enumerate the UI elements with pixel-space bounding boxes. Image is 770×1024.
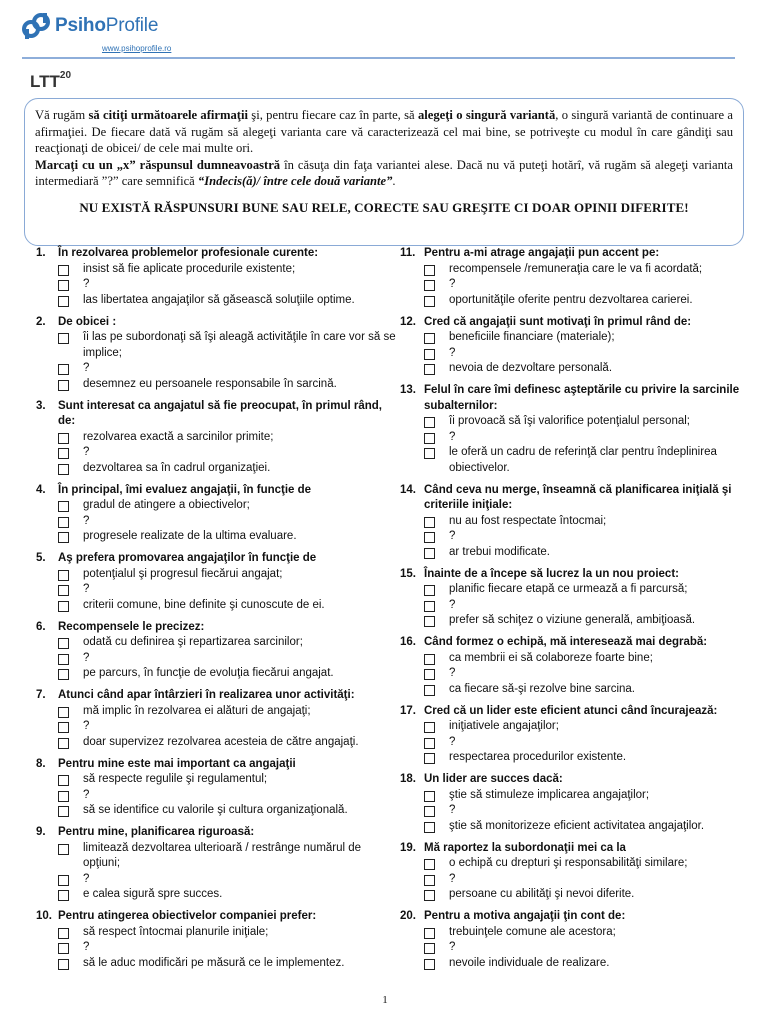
answer-option-label: ? [449,278,456,290]
answer-checkbox[interactable] [58,570,69,581]
test-code: LTT$^{20}$ [30,70,72,91]
answer-option [36,635,396,651]
answer-option [400,514,750,530]
answer-option-label: ? [83,583,90,595]
answer-option-label: desemnez eu persoanele responsabile în sarcină. [83,377,337,390]
question-heading [400,567,750,583]
question-text: Pentru mine este mai important ca angajaţii [58,757,296,770]
answer-option-label: ? [83,788,90,801]
question-heading [400,246,750,262]
answer-checkbox[interactable] [424,753,435,764]
answer-checkbox[interactable] [424,433,435,444]
answer-checkbox[interactable] [424,669,435,680]
question-heading [400,483,750,514]
question-number: 17. [400,704,416,717]
answer-option [36,887,396,903]
question-number: 13. [400,384,416,396]
page-header [22,12,742,60]
answer-checkbox[interactable] [424,875,435,886]
answer-option [36,940,396,956]
answer-option-label: planific fiecare etapă ce urmează a fi parcursă; [449,583,688,595]
answer-option [36,651,396,667]
answer-option [36,293,396,309]
question-number: 18. [400,773,416,785]
question-item [400,315,750,377]
question-text: Cred că angajaţii sunt motivaţi în primul rând de: [424,315,692,328]
answer-option [400,529,750,545]
answer-option-label: ? [449,346,456,359]
answer-option-label: trebuinţele comune ale acestora; [449,925,616,938]
question-number: 20. [400,910,416,922]
question-heading [400,704,750,720]
answer-checkbox[interactable] [424,890,435,901]
answer-option-label: ca membrii ei să colaboreze foarte bine; [449,651,653,664]
answer-option [400,598,750,614]
question-text: Recompensele le precizez: [58,620,205,633]
question-number: 3. [36,399,46,412]
answer-checkbox[interactable] [424,364,435,375]
answer-option-label: nevoia de dezvoltare personală. [449,362,613,374]
answer-option-label: ? [449,941,456,953]
answer-option [400,545,750,561]
question-number: 4. [36,483,46,496]
answer-checkbox[interactable] [58,959,69,970]
answer-checkbox[interactable] [58,791,69,802]
answer-option [400,346,750,362]
question-number: 6. [36,620,46,633]
question-heading [36,909,396,925]
answer-option-label: criterii comune, bine definite şi cunoscute de ei. [83,598,325,611]
question-number: 12. [400,315,416,328]
answer-option [400,651,750,667]
question-number: 16. [400,636,416,648]
question-text: De obicei : [58,315,117,328]
answer-option [400,414,750,430]
answer-option [400,887,750,903]
question-heading [36,825,396,841]
question-item [36,246,396,308]
answer-checkbox[interactable] [58,464,69,475]
question-item [36,909,396,971]
answer-option-label: ? [449,804,456,816]
answer-option-label: ? [83,362,90,374]
question-heading [400,772,750,788]
question-heading [36,688,396,704]
question-item [36,551,396,613]
answer-checkbox[interactable] [58,501,69,512]
answer-option [36,514,396,530]
answer-checkbox[interactable] [424,616,435,627]
answer-checkbox[interactable] [424,928,435,939]
question-text: Mă raportez la subordonaţii mei ca la [424,841,626,854]
answer-checkbox[interactable] [58,722,69,733]
answer-option [36,330,396,361]
answer-option [400,262,750,278]
answer-option-label: ştie să monitorizeze eficient activitatea angajaţilor. [449,819,705,832]
answer-option-label: îi las pe subordonaţi să îşi aleagă activităţile în care vor să se implice; [83,331,396,359]
answer-option [400,735,750,751]
question-heading [36,620,396,636]
answer-option [400,666,750,682]
question-heading [36,399,396,430]
answer-option-label: să se identifice cu valorile şi cultura organizaţională. [83,804,348,816]
answer-option [400,582,750,598]
answer-checkbox[interactable] [58,638,69,649]
answer-option [36,529,396,545]
question-item [36,620,396,682]
answer-option [400,430,750,446]
question-number: 2. [36,315,46,328]
question-heading [36,483,396,499]
question-text: Atunci când apar întârzieri în realizarea unor activităţi: [58,689,355,701]
answer-checkbox[interactable] [424,859,435,870]
answer-option [400,819,750,835]
question-text: Pentru atingerea obiectivelor companiei prefer: [58,910,317,922]
question-heading [400,315,750,331]
answer-option [400,856,750,872]
answer-checkbox[interactable] [424,654,435,665]
answer-checkbox[interactable] [424,685,435,696]
answer-option-label: ? [449,598,456,611]
answer-option [400,277,750,293]
question-heading [400,909,750,925]
answer-option-label: limitează dezvoltarea ulterioară / restrânge numărul de opţiuni; [83,841,362,869]
question-item [36,315,396,393]
answer-checkbox[interactable] [424,791,435,802]
answer-option [400,803,750,819]
answer-option-label: ? [83,514,90,527]
question-item [400,383,750,476]
answer-checkbox[interactable] [58,775,69,786]
questions-column-right [400,246,750,978]
answer-option-label: beneficiile financiare (materiale); [449,331,615,343]
answer-checkbox[interactable] [58,669,69,680]
question-item [36,825,396,903]
question-number: 9. [36,826,46,838]
answer-option-label: odată cu definirea şi repartizarea sarcinilor; [83,636,303,648]
answer-option [36,361,396,377]
answer-option-label: ? [83,941,90,953]
question-number: 5. [36,552,46,564]
answer-option [400,361,750,377]
question-number: 15. [400,567,416,580]
answer-option [36,735,396,751]
answer-option [36,262,396,278]
answer-option-label: să respecte regulile şi regulamentul; [83,773,268,785]
answer-option-label: ? [449,430,456,443]
answer-option-label: îi provoacă să îşi valorifice potenţialul personal; [449,415,690,427]
question-item [36,399,396,477]
question-text: În principal, îmi evaluez angajaţii, în funcţie de [58,483,312,496]
question-heading [36,315,396,331]
question-number: 11. [400,247,416,259]
instructions-paragraph-2: Marcaţi cu un „x” răspunsul dumneavoastră în căsuţa din faţa variantei alese. Dacă nu vă puteţi hotărî, vă rugăm să alegeţi varianta intermediară ”?” care semnifică “Indecis(ă)/ între cele două variante”. [35,157,733,188]
answer-checkbox[interactable] [58,333,69,344]
answer-checkbox[interactable] [424,943,435,954]
answer-option-label: persoane cu abilităţi şi nevoi diferite. [449,888,635,900]
answer-option-label: oportunităţile oferite pentru dezvoltarea carierei. [449,293,693,306]
question-item [400,246,750,308]
answer-option [400,956,750,972]
answer-option-label: să le aduc modificări pe măsură ce le implementez. [83,956,345,969]
answer-checkbox[interactable] [424,265,435,276]
answer-option [36,956,396,972]
answer-checkbox[interactable] [58,601,69,612]
answer-option [400,872,750,888]
answer-option-label: respectarea procedurilor existente. [449,751,627,763]
question-text: Un lider are succes dacă: [424,773,563,785]
answer-option [36,666,396,682]
question-text: Pentru a motiva angajaţii ţin cont de: [424,910,626,922]
instructions-warning: NU EXISTĂ RĂSPUNSURI BUNE SAU RELE, CORECTE SAU GREŞITE CI DOAR OPINII DIFERITE! [79,199,689,215]
answer-checkbox[interactable] [424,448,435,459]
answer-option [36,445,396,461]
answer-option-label: să respect întocmai planurile iniţiale; [83,925,269,938]
question-item [36,757,396,819]
answer-option-label: le oferă un cadru de referinţă clar pentru îndeplinirea obiectivelor. [449,446,717,474]
question-item [400,704,750,766]
answer-checkbox[interactable] [58,844,69,855]
answer-option [36,567,396,583]
answer-option-label: ? [449,872,456,885]
answer-checkbox[interactable] [424,280,435,291]
answer-option-label: e calea sigură spre succes. [83,888,223,900]
answer-option [36,277,396,293]
answer-checkbox[interactable] [58,875,69,886]
answer-option-label: gradul de atingere a obiectivelor; [83,499,250,511]
answer-checkbox[interactable] [424,333,435,344]
answer-option [400,940,750,956]
answer-checkbox[interactable] [424,722,435,733]
question-heading [36,757,396,773]
answer-checkbox[interactable] [58,943,69,954]
question-item [400,772,750,834]
answer-checkbox[interactable] [58,517,69,528]
answer-option [400,682,750,698]
answer-option-label: ? [449,735,456,748]
question-heading [400,383,750,414]
answer-option-label: nevoile individuale de realizare. [449,956,610,969]
answer-option-label: progresele realizate de la ultima evaluare. [83,530,297,542]
answer-option-label: potenţialul şi progresul fiecărui angajat; [83,567,283,580]
question-number: 1. [36,247,46,259]
answer-option-label: ? [83,872,90,885]
answer-checkbox[interactable] [58,654,69,665]
answer-option [400,613,750,629]
page-number: 1 [382,994,388,1006]
answer-option-label: o echipă cu drepturi şi responsabilităţi similare; [449,857,688,869]
answer-option [36,788,396,804]
question-text: Când ceva nu merge, înseamnă că planificarea iniţială şi criteriile iniţiale: [424,483,732,511]
answer-option [36,772,396,788]
answer-checkbox[interactable] [424,548,435,559]
answer-option [36,803,396,819]
answer-checkbox[interactable] [424,822,435,833]
instructions-paragraph-1: Vă rugăm să citiţi următoarele afirmaţii şi, pentru fiecare caz în parte, să alegeţi o singură variantă, o singură variantă de continuare a afirmaţiei. De fiecare dată vă rugăm să alegeţi varianta care vă caracterizează cel mai bine, se potriveşte cu modul în care gândiţi sau reacţionaţi de obicei/ de cele mai multe ori. [35,108,733,155]
answer-option [400,293,750,309]
answer-checkbox[interactable] [58,928,69,939]
question-text: Pentru mine, planificarea riguroasă: [58,826,255,838]
answer-checkbox[interactable] [58,707,69,718]
answer-checkbox[interactable] [58,806,69,817]
answer-checkbox[interactable] [424,296,435,307]
answer-checkbox[interactable] [424,601,435,612]
answer-option [400,330,750,346]
answer-option [36,461,396,477]
answer-option [36,598,396,614]
answer-checkbox[interactable] [58,448,69,459]
answer-checkbox[interactable] [58,280,69,291]
answer-checkbox[interactable] [424,959,435,970]
question-text: Felul în care îmi definesc aşteptările cu privire la sarcinile subalternilor: [424,384,740,412]
answer-option [36,430,396,446]
answer-option [36,719,396,735]
answer-option-label: ar trebui modificate. [449,545,550,558]
answer-option [400,750,750,766]
question-text: Pentru a-mi atrage angajaţii pun accent pe: [424,247,660,259]
answer-option [36,841,396,872]
answer-option [36,582,396,598]
answer-option-label: prefer să schiţez o viziune generală, ambiţioasă. [449,614,696,626]
answer-checkbox[interactable] [424,517,435,528]
question-item [400,841,750,903]
question-text: Aş prefera promovarea angajaţilor în funcţie de [58,552,317,564]
answer-checkbox[interactable] [424,585,435,596]
answer-option-label: ştie să stimuleze implicarea angajaţilor; [449,788,650,801]
question-item [400,483,750,561]
answer-option-label: nu au fost respectate întocmai; [449,514,607,527]
answer-checkbox[interactable] [424,417,435,428]
answer-option [400,445,750,476]
answer-option-label: ? [83,720,90,732]
question-number: 7. [36,689,46,701]
answer-checkbox[interactable] [424,806,435,817]
answer-checkbox[interactable] [58,738,69,749]
answer-option-label: ? [83,651,90,664]
answer-checkbox[interactable] [424,349,435,360]
answer-checkbox[interactable] [58,296,69,307]
answer-option-label: ? [449,667,456,679]
question-number: 8. [36,757,46,770]
question-heading [400,841,750,857]
answer-option-label: ca fiecare să-şi rezolve bine sarcina. [449,682,635,695]
answer-option [36,872,396,888]
answer-checkbox[interactable] [424,532,435,543]
answer-option [36,925,396,941]
answer-option-label: dezvoltarea sa în cadrul organizaţiei. [83,461,271,474]
question-text: Sunt interesat ca angajatul să fie preocupat, în primul rând, de: [58,399,382,427]
question-heading [400,635,750,651]
question-item [400,909,750,971]
answer-option-label: ? [83,446,90,458]
answer-option [400,788,750,804]
question-text: Când formez o echipă, mă interesează mai degrabă: [424,636,708,648]
answer-checkbox[interactable] [58,585,69,596]
answer-checkbox[interactable] [58,265,69,276]
answer-checkbox[interactable] [424,738,435,749]
answer-option-label: mă implic în rezolvarea ei alături de angajaţi; [83,704,311,717]
question-number: 10. [36,910,52,922]
question-number: 14. [400,483,416,496]
logo [22,12,742,40]
answer-option-label: recompensele /remuneraţia care le va fi acordată; [449,262,703,275]
question-item [36,483,396,545]
answer-option [400,925,750,941]
question-text: Cred că un lider este eficient atunci când încurajează: [424,704,718,717]
question-heading [36,246,396,262]
instructions-box [24,98,744,246]
answer-checkbox[interactable] [58,532,69,543]
answer-option [36,704,396,720]
question-text: În rezolvarea problemelor profesionale curente: [58,247,319,259]
brand-name: PsihoProfile [55,15,159,36]
answer-checkbox[interactable] [58,890,69,901]
question-text: Înainte de a începe să lucrez la un nou proiect: [424,567,679,580]
answer-option-label: iniţiativele angajaţilor; [449,720,559,732]
website-link[interactable]: www.psihoprofile.ro [102,44,172,53]
answer-checkbox[interactable] [58,364,69,375]
answer-option [36,377,396,393]
question-item [400,567,750,629]
question-heading [36,551,396,567]
question-item [400,635,750,697]
answer-option-label: insist să fie aplicate procedurile existente; [83,262,296,275]
answer-option-label: ? [449,530,456,542]
answer-option-label: las libertatea angajaţilor să găsească soluţiile optime. [83,293,355,306]
answer-option-label: rezolvarea exactă a sarcinilor primite; [83,430,274,443]
answer-option [36,498,396,514]
answer-checkbox[interactable] [58,433,69,444]
answer-checkbox[interactable] [58,380,69,391]
answer-option-label: ? [83,278,90,290]
logo-icon [22,12,50,40]
answer-option [400,719,750,735]
answer-option-label: pe parcurs, în funcţie de evoluţia fiecărui angajat. [83,667,334,679]
questions-column-left [36,246,396,978]
question-item [36,688,396,750]
answer-option-label: doar supervizez rezolvarea acesteia de către angajaţi. [83,735,359,748]
question-number: 19. [400,841,416,854]
header-divider [22,57,735,59]
